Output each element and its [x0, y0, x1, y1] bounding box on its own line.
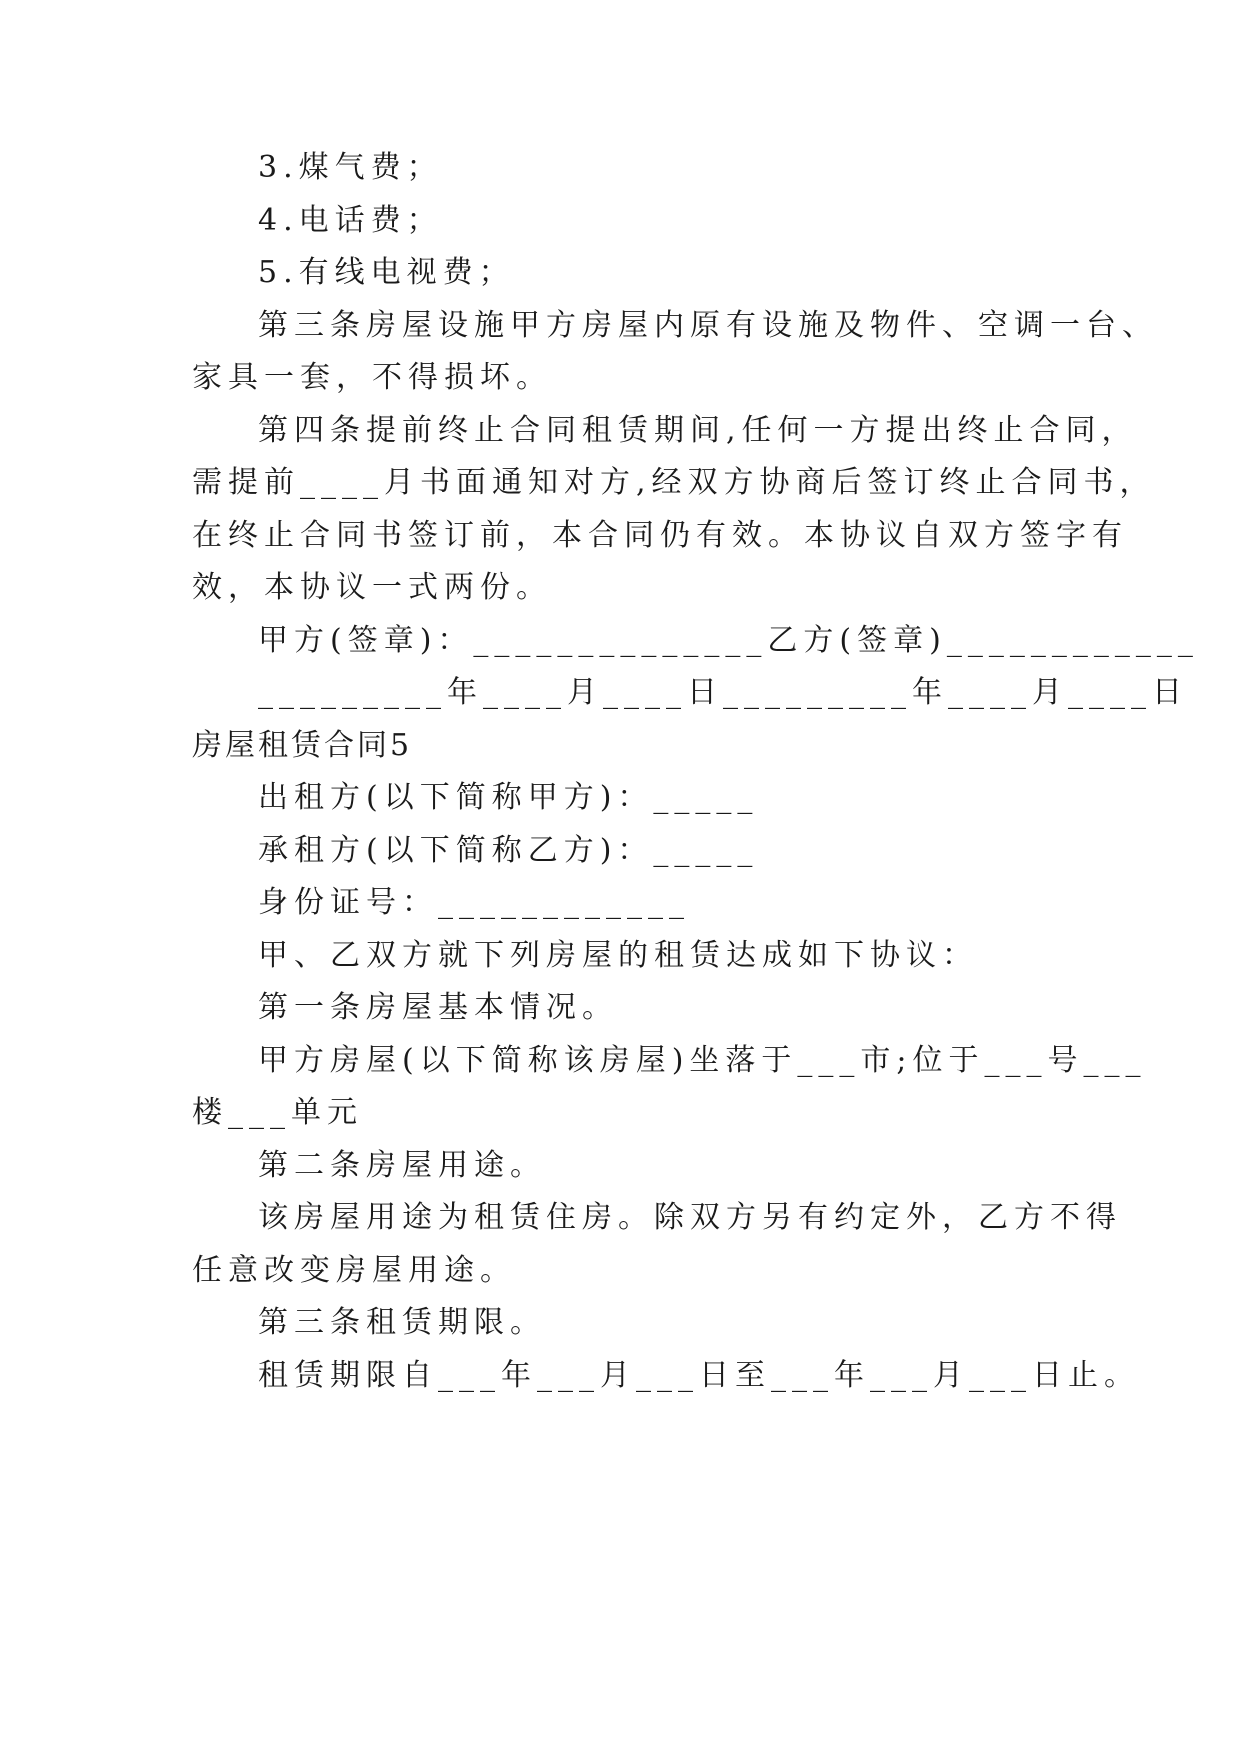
- text-line-lessee: 承租方(以下简称乙方)：_____: [258, 833, 759, 868]
- text-line-article-4-notice: 需提前____月书面通知对方,经双方协商后签订终止合同书，: [192, 465, 1156, 500]
- text-line-article-4-termination: 第四条提前终止合同租赁期间,任何一方提出终止合同，: [258, 413, 1138, 448]
- text-line-article-3-cont: 家具一套，不得损坏。: [192, 360, 552, 395]
- text-line-signatures: 甲方(签章)：______________乙方(签章)____________: [258, 623, 1199, 658]
- text-line-article-3-term: 租赁期限自___年___月___日至___年___月___日止。: [258, 1358, 1140, 1393]
- text-line-signature-dates: _________年____月____日_________年____月____日: [258, 675, 1188, 710]
- text-line-article-4-validity: 在终止合同书签订前，本合同仍有效。本协议自双方签字有: [192, 518, 1128, 553]
- text-line-lessor: 出租方(以下简称甲方)：_____: [258, 780, 759, 815]
- text-line-id-number: 身份证号：____________: [258, 885, 690, 920]
- text-line-cable-tv-fee: 5.有线电视费；: [258, 255, 515, 290]
- text-line-article-1-unit: 楼___单元: [192, 1095, 363, 1130]
- text-line-phone-fee: 4.电话费；: [258, 203, 443, 238]
- text-line-article-1-heading: 第一条房屋基本情况。: [258, 990, 618, 1025]
- text-line-article-4-copies: 效，本协议一式两份。: [192, 570, 552, 605]
- section-title-contract-5: 房屋租赁合同5: [192, 728, 413, 763]
- text-line-article-1-location: 甲方房屋(以下简称该房屋)坐落于___市;位于___号___: [258, 1043, 1147, 1078]
- text-line-agreement-intro: 甲、乙双方就下列房屋的租赁达成如下协议：: [258, 938, 978, 973]
- text-line-article-3-heading: 第三条租赁期限。: [258, 1305, 546, 1340]
- text-line-article-2-cont: 任意改变房屋用途。: [192, 1253, 516, 1288]
- text-line-article-2-usage: 该房屋用途为租赁住房。除双方另有约定外，乙方不得: [258, 1200, 1122, 1235]
- text-line-gas-fee: 3.煤气费；: [258, 150, 443, 185]
- text-line-article-3-facilities: 第三条房屋设施甲方房屋内原有设施及物件、空调一台、: [258, 308, 1158, 343]
- text-line-article-2-heading: 第二条房屋用途。: [258, 1148, 546, 1183]
